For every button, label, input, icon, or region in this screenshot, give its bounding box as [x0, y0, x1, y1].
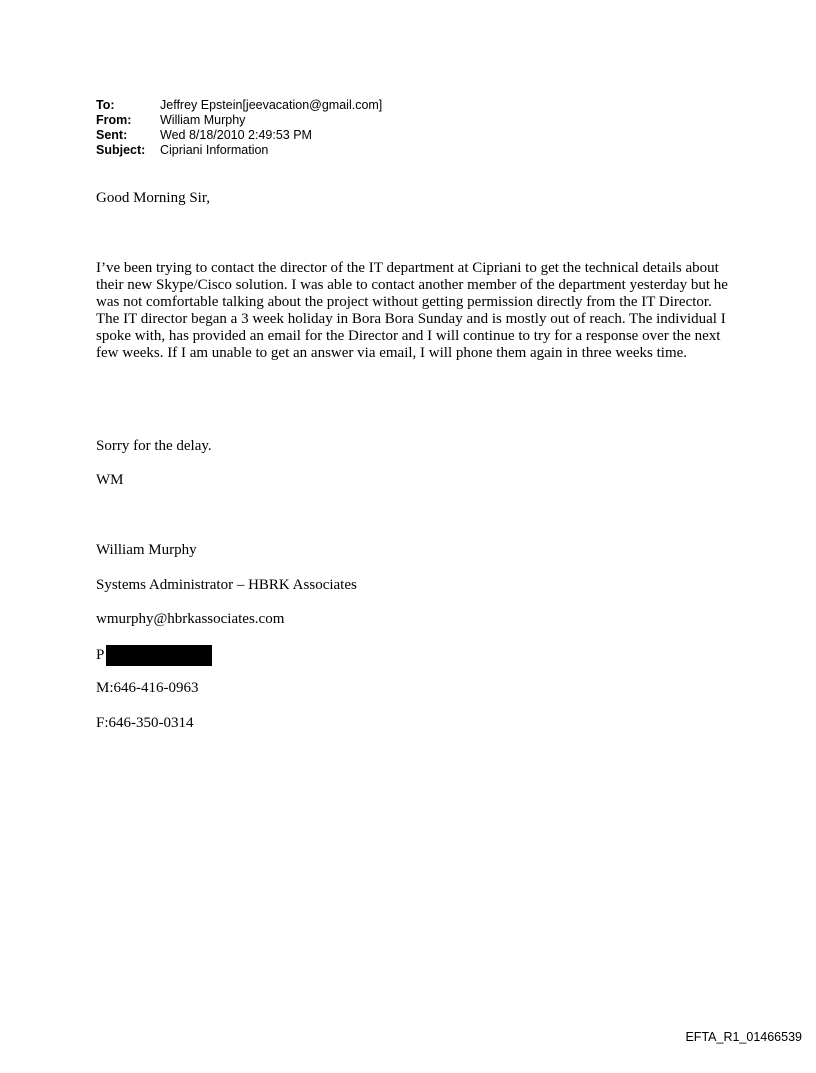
email-header [96, 98, 382, 158]
main-paragraph: I’ve been trying to contact the director of the IT department at Cipriani to get the technical details about their new Skype/Cisco solution. I was able to contact another member of the department yesterday but he was not comfortable talking about the project without getting permission directly from the IT Director. The IT director began a 3 week holiday in Bora Bora Sunday and is mostly out of reach. The individual I spoke with, has provided an email for the Director and I will continue to try for a response over the next few weeks. If I am unable to get an answer via email, I will phone them again in three weeks time. [96, 260, 728, 361]
redaction-box [106, 645, 212, 666]
signature-title: Systems Administrator – HBRK Associates [96, 577, 357, 593]
signature-email: wmurphy@hbrkassociates.com [96, 611, 285, 627]
sent-value: Wed 8/18/2010 2:49:53 PM [160, 128, 312, 142]
apology: Sorry for the delay. [96, 438, 212, 454]
document-id: EFTA_R1_01466539 [685, 1030, 802, 1044]
header-to-row [96, 98, 382, 113]
header-sent-row [96, 128, 382, 143]
to-value: Jeffrey Epstein[jeevacation@gmail.com] [160, 98, 383, 112]
header-subject-row [96, 143, 382, 158]
sent-label: Sent: [96, 128, 128, 142]
signature-name: William Murphy [96, 542, 197, 558]
signature-fax: F:646-350-0314 [96, 715, 194, 731]
signature-mobile: M:646-416-0963 [96, 680, 199, 696]
to-label: To: [96, 98, 115, 112]
greeting: Good Morning Sir, [96, 190, 210, 206]
subject-value: Cipriani Information [160, 143, 269, 157]
phone-prefix: P [96, 647, 105, 663]
from-label: From: [96, 113, 132, 127]
signature-phone [96, 645, 736, 666]
header-from-row [96, 113, 382, 128]
subject-label: Subject: [96, 143, 146, 157]
initials: WM [96, 472, 124, 488]
from-value: William Murphy [160, 113, 246, 127]
